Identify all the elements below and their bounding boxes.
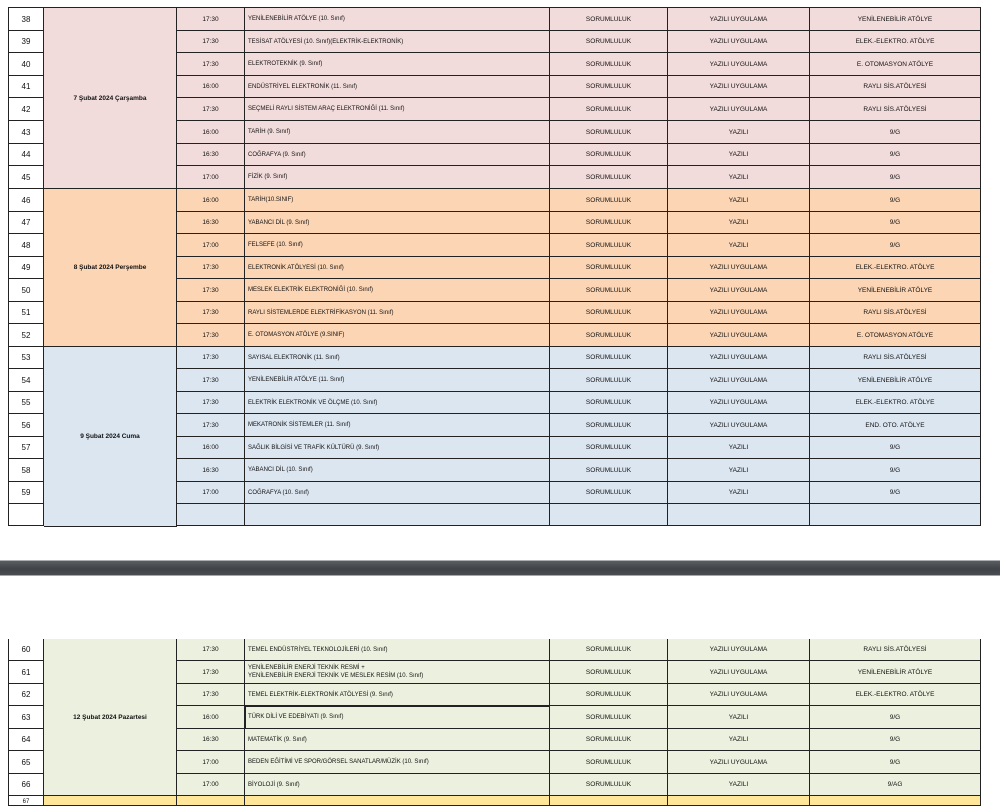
row-responsibility: SORUMLULUK [550, 279, 668, 302]
row-location: RAYLI SİS.ATÖLYESİ [810, 76, 981, 98]
row-time: 16:00 [177, 121, 245, 144]
row-lesson: FELSEFE (10. Sınıf) [245, 234, 550, 257]
row-responsibility: SORUMLULUK [550, 639, 668, 661]
row-location: E. OTOMASYON ATÖLYE [810, 53, 981, 76]
row-lesson: ELEKTRONİK ATÖLYESİ (10. Sınıf) [245, 257, 550, 279]
row-location: 9/G [810, 166, 981, 189]
row-time: 16:00 [177, 706, 245, 729]
row-responsibility: SORUMLULUK [550, 76, 668, 98]
row-location: RAYLI SİS.ATÖLYESİ [810, 302, 981, 324]
row-time: 17:30 [177, 414, 245, 437]
row-time: 17:00 [177, 234, 245, 257]
row-location: ELEK.-ELEKTRO. ATÖLYE [810, 257, 981, 279]
row-exam-type: YAZILI [668, 212, 810, 234]
row-lesson: COĞRAFYA (9. Sınıf) [245, 144, 550, 166]
row-lesson: TESİSAT ATÖLYESİ (10. Sınıf)(ELEKTRİK-ELEKTRONİK) [245, 31, 550, 53]
row-exam-type [668, 504, 810, 526]
row-time: 16:00 [177, 76, 245, 98]
row-lesson: COĞRAFYA (10. Sınıf) [245, 482, 550, 504]
row-number: 55 [8, 392, 44, 414]
row-time: 17:30 [177, 257, 245, 279]
row-responsibility: SORUMLULUK [550, 482, 668, 504]
row-exam-type: YAZILI UYGULAMA [668, 98, 810, 121]
row-lesson: ELEKTROTEKNİK (9. Sınıf) [245, 53, 550, 76]
row-exam-type: YAZILI [668, 189, 810, 212]
row-time: 17:30 [177, 302, 245, 324]
row-location: END. OTO. ATÖLYE [810, 414, 981, 437]
row-exam-type: YAZILI [668, 234, 810, 257]
row-lesson: TÜRK DİLİ VE EDEBİYATI (9. Sınıf) [245, 706, 550, 729]
row-time [177, 504, 245, 526]
row-exam-type: YAZILI UYGULAMA [668, 302, 810, 324]
row-responsibility: SORUMLULUK [550, 324, 668, 347]
row-location: 9/G [810, 437, 981, 459]
row-responsibility: SORUMLULUK [550, 302, 668, 324]
row-lesson: BİYOLOJİ (9. Sınıf) [245, 774, 550, 796]
row-number: 62 [8, 684, 44, 706]
row-lesson: MEKATRONİK SİSTEMLER (11. Sınıf) [245, 414, 550, 437]
row-number: 54 [8, 369, 44, 392]
next-row-cell [550, 796, 668, 806]
next-row-cell [44, 796, 177, 806]
row-number: 42 [8, 98, 44, 121]
row-location: YENİLENEBİLİR ATÖLYE [810, 8, 981, 31]
row-number: 46 [8, 189, 44, 212]
row-time: 17:00 [177, 751, 245, 774]
row-lesson: E. OTOMASYON ATÖLYE (9.SINIF) [245, 324, 550, 347]
row-time: 17:00 [177, 774, 245, 796]
row-location: 9/G [810, 121, 981, 144]
row-lesson: TARİH (9. Sınıf) [245, 121, 550, 144]
row-lesson: RAYLI SİSTEMLERDE ELEKTRİFİKASYON (11. Sınıf) [245, 302, 550, 324]
row-exam-type: YAZILI [668, 437, 810, 459]
row-number: 49 [8, 257, 44, 279]
row-time: 17:30 [177, 98, 245, 121]
row-time: 16:30 [177, 459, 245, 482]
row-number: 47 [8, 212, 44, 234]
row-lesson: YENİLENEBİLİR ENERJİ TEKNİK RESMİ + YENİLENEBİLİR ENERJİ TEKNİK VE MESLEK RESİM (10. Sınıf) [245, 661, 550, 684]
row-exam-type: YAZILI UYGULAMA [668, 257, 810, 279]
row-time: 17:30 [177, 324, 245, 347]
row-lesson: YENİLENEBİLİR ATÖLYE (11. Sınıf) [245, 369, 550, 392]
row-responsibility: SORUMLULUK [550, 661, 668, 684]
row-exam-type: YAZILI UYGULAMA [668, 392, 810, 414]
date-group-label: 8 Şubat 2024 Perşembe [44, 189, 177, 347]
row-time: 17:00 [177, 166, 245, 189]
row-location: ELEK.-ELEKTRO. ATÖLYE [810, 31, 981, 53]
row-location: RAYLI SİS.ATÖLYESİ [810, 98, 981, 121]
row-number: 61 [8, 661, 44, 684]
row-lesson: SEÇMELİ RAYLI SİSTEM ARAÇ ELEKTRONİĞİ (11. Sınıf) [245, 98, 550, 121]
row-number: 50 [8, 279, 44, 302]
row-number: 60 [8, 639, 44, 661]
row-time: 17:30 [177, 31, 245, 53]
row-time: 17:30 [177, 684, 245, 706]
row-time: 17:00 [177, 482, 245, 504]
row-time: 17:30 [177, 639, 245, 661]
row-location: YENİLENEBİLİR ATÖLYE [810, 369, 981, 392]
row-exam-type: YAZILI UYGULAMA [668, 751, 810, 774]
row-time: 16:30 [177, 212, 245, 234]
row-responsibility: SORUMLULUK [550, 369, 668, 392]
row-lesson: ENDÜSTRİYEL ELEKTRONİK (11. Sınıf) [245, 76, 550, 98]
row-responsibility: SORUMLULUK [550, 31, 668, 53]
row-location [810, 504, 981, 526]
row-location: 9/G [810, 189, 981, 212]
row-responsibility: SORUMLULUK [550, 144, 668, 166]
row-location: ELEK.-ELEKTRO. ATÖLYE [810, 684, 981, 706]
row-exam-type: YAZILI [668, 459, 810, 482]
row-lesson: FİZİK (9. Sınıf) [245, 166, 550, 189]
row-number: 63 [8, 706, 44, 729]
row-responsibility: SORUMLULUK [550, 257, 668, 279]
row-responsibility: SORUMLULUK [550, 212, 668, 234]
row-responsibility: SORUMLULUK [550, 706, 668, 729]
row-responsibility: SORUMLULUK [550, 684, 668, 706]
next-row-cell [177, 796, 245, 806]
row-exam-type: YAZILI UYGULAMA [668, 279, 810, 302]
row-exam-type: YAZILI UYGULAMA [668, 31, 810, 53]
row-location: ELEK.-ELEKTRO. ATÖLYE [810, 392, 981, 414]
row-number: 45 [8, 166, 44, 189]
row-number: 57 [8, 437, 44, 459]
row-exam-type: YAZILI UYGULAMA [668, 414, 810, 437]
row-location: YENİLENEBİLİR ATÖLYE [810, 279, 981, 302]
row-responsibility: SORUMLULUK [550, 347, 668, 369]
row-time: 17:30 [177, 8, 245, 31]
row-responsibility: SORUMLULUK [550, 392, 668, 414]
date-group-label: 7 Şubat 2024 Çarşamba [44, 8, 177, 189]
row-location: 9/G [810, 729, 981, 751]
row-responsibility: SORUMLULUK [550, 774, 668, 796]
row-lesson: YABANCI DİL (10. Sınıf) [245, 459, 550, 482]
row-responsibility: SORUMLULUK [550, 234, 668, 257]
row-exam-type: YAZILI UYGULAMA [668, 53, 810, 76]
row-exam-type: YAZILI [668, 706, 810, 729]
row-number: 44 [8, 144, 44, 166]
row-exam-type: YAZILI [668, 774, 810, 796]
row-number: 40 [8, 53, 44, 76]
row-responsibility: SORUMLULUK [550, 189, 668, 212]
next-row-cell [245, 796, 550, 806]
row-lesson: YABANCI DİL (9. Sınıf) [245, 212, 550, 234]
row-number: 39 [8, 31, 44, 53]
row-exam-type: YAZILI [668, 166, 810, 189]
row-time: 17:30 [177, 392, 245, 414]
row-responsibility: SORUMLULUK [550, 121, 668, 144]
row-number [8, 504, 44, 526]
row-exam-type: YAZILI UYGULAMA [668, 684, 810, 706]
date-group-label: 9 Şubat 2024 Cuma [44, 347, 177, 527]
row-responsibility: SORUMLULUK [550, 459, 668, 482]
row-responsibility: SORUMLULUK [550, 8, 668, 31]
schedule-page-2 [0, 580, 1000, 807]
row-number: 48 [8, 234, 44, 257]
row-exam-type: YAZILI UYGULAMA [668, 347, 810, 369]
row-lesson: SAYISAL ELEKTRONİK (11. Sınıf) [245, 347, 550, 369]
row-lesson: BEDEN EĞİTİMİ VE SPOR/GÖRSEL SANATLAR/MÜZİK (10. Sınıf) [245, 751, 550, 774]
row-time: 16:00 [177, 437, 245, 459]
row-number: 59 [8, 482, 44, 504]
row-number: 64 [8, 729, 44, 751]
row-number: 41 [8, 76, 44, 98]
row-location: 9/G [810, 212, 981, 234]
row-exam-type: YAZILI UYGULAMA [668, 639, 810, 661]
row-responsibility: SORUMLULUK [550, 414, 668, 437]
row-location: 9/G [810, 459, 981, 482]
row-time: 17:30 [177, 53, 245, 76]
row-responsibility: SORUMLULUK [550, 437, 668, 459]
row-exam-type: YAZILI UYGULAMA [668, 76, 810, 98]
row-lesson: TEMEL ELEKTRİK-ELEKTRONİK ATÖLYESİ (9. Sınıf) [245, 684, 550, 706]
row-location: 9/G [810, 234, 981, 257]
row-exam-type: YAZILI UYGULAMA [668, 369, 810, 392]
row-exam-type: YAZILI [668, 144, 810, 166]
row-location: RAYLI SİS.ATÖLYESİ [810, 347, 981, 369]
row-location: RAYLI SİS.ATÖLYESİ [810, 639, 981, 661]
row-exam-type: YAZILI UYGULAMA [668, 661, 810, 684]
row-number: 66 [8, 774, 44, 796]
row-exam-type: YAZILI [668, 482, 810, 504]
row-lesson: TARİH(10.SINIF) [245, 189, 550, 212]
row-lesson: ELEKTRİK ELEKTRONİK VE ÖLÇME (10. Sınıf) [245, 392, 550, 414]
row-location: E. OTOMASYON ATÖLYE [810, 324, 981, 347]
row-lesson: SAĞLIK BİLGİSİ VE TRAFİK KÜLTÜRÜ (9. Sınıf) [245, 437, 550, 459]
row-number: 67 [8, 796, 44, 806]
row-lesson: YENİLENEBİLİR ATÖLYE (10. Sınıf) [245, 8, 550, 31]
row-responsibility: SORUMLULUK [550, 98, 668, 121]
row-location: 9/G [810, 482, 981, 504]
row-time: 16:00 [177, 189, 245, 212]
next-row-cell [810, 796, 981, 806]
row-responsibility: SORUMLULUK [550, 751, 668, 774]
row-lesson: MESLEK ELEKTRİK ELEKTRONİĞİ (10. Sınıf) [245, 279, 550, 302]
row-time: 17:30 [177, 369, 245, 392]
row-lesson: TEMEL ENDÜSTRİYEL TEKNOLOJİLERİ (10. Sınıf) [245, 639, 550, 661]
row-responsibility: SORUMLULUK [550, 53, 668, 76]
next-row-cell [668, 796, 810, 806]
row-time: 17:30 [177, 279, 245, 302]
date-group-label: 12 Şubat 2024 Pazartesi [44, 639, 177, 796]
row-location: 9/G [810, 144, 981, 166]
row-time: 16:30 [177, 144, 245, 166]
row-number: 51 [8, 302, 44, 324]
row-responsibility [550, 504, 668, 526]
row-number: 53 [8, 347, 44, 369]
table-row-continuation [8, 0, 981, 8]
row-exam-type: YAZILI UYGULAMA [668, 8, 810, 31]
row-exam-type: YAZILI UYGULAMA [668, 324, 810, 347]
row-location: 9/AG [810, 774, 981, 796]
row-exam-type: YAZILI [668, 121, 810, 144]
row-lesson: MATEMATİK (9. Sınıf) [245, 729, 550, 751]
row-number: 58 [8, 459, 44, 482]
row-location: YENİLENEBİLİR ATÖLYE [810, 661, 981, 684]
row-responsibility: SORUMLULUK [550, 729, 668, 751]
row-exam-type: YAZILI [668, 729, 810, 751]
row-time: 17:30 [177, 661, 245, 684]
row-number: 38 [8, 8, 44, 31]
row-time: 17:30 [177, 347, 245, 369]
row-location: 9/G [810, 706, 981, 729]
row-number: 65 [8, 751, 44, 774]
row-number: 56 [8, 414, 44, 437]
row-number: 43 [8, 121, 44, 144]
row-lesson [245, 504, 550, 526]
row-location: 9/G [810, 751, 981, 774]
row-number: 52 [8, 324, 44, 347]
row-time: 16:30 [177, 729, 245, 751]
page-separator [0, 555, 1000, 580]
row-responsibility: SORUMLULUK [550, 166, 668, 189]
